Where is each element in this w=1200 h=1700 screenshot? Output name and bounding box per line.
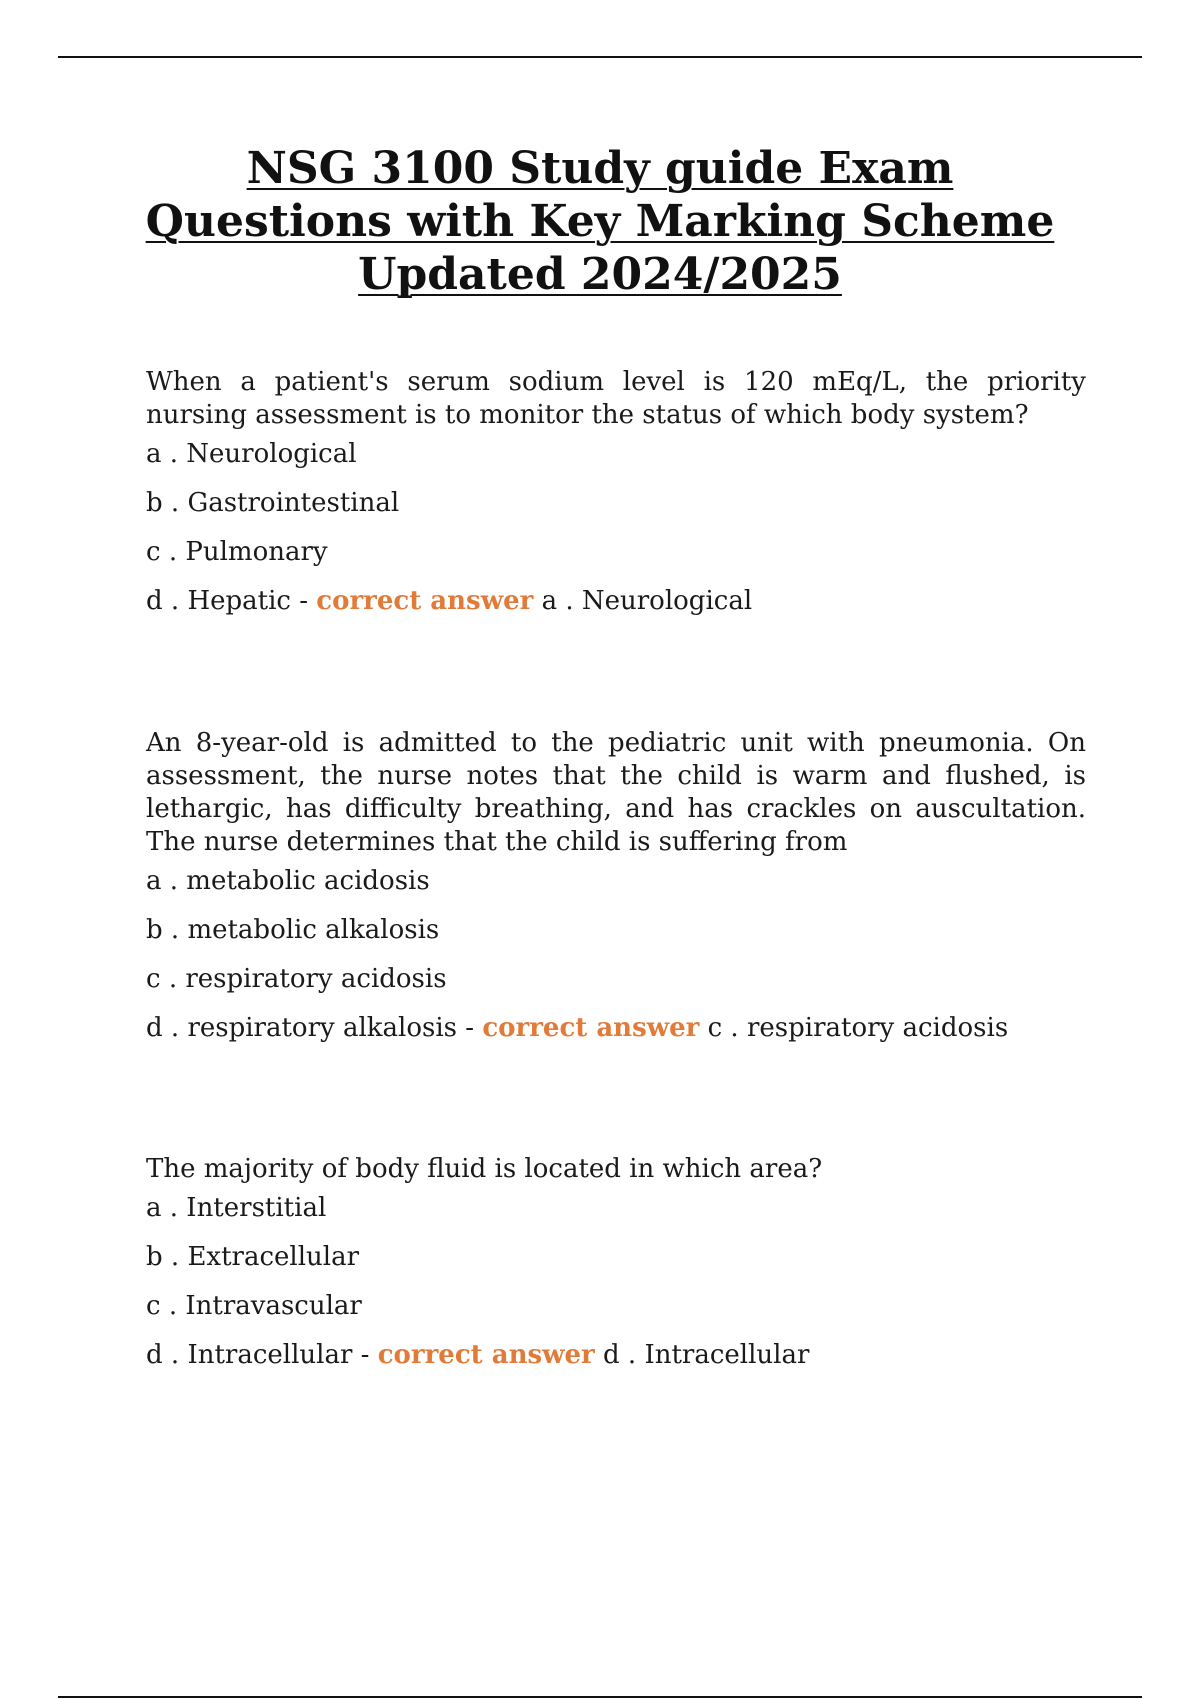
question-3 [146,1153,1086,1388]
option-d-with-answer [146,585,1086,634]
option-c: c . Pulmonary [146,537,328,567]
option-b: b . metabolic alkalosis [146,915,440,945]
title-line: Updated 2024/2025 [358,249,842,300]
option-d-with-answer [146,1339,1086,1388]
answer-text: a . Neurological [541,586,753,616]
title-line: Questions with Key Marking Scheme [145,196,1055,247]
option-a: a . Interstitial [146,1193,327,1223]
answer-text: c . respiratory acidosis [707,1013,1009,1043]
top-divider [58,56,1142,58]
option-a: a . Neurological [146,439,357,469]
option-b: b . Gastrointestinal [146,488,400,518]
correct-answer-label: correct answer [316,586,534,616]
question-stem: An 8-year-old is admitted to the pediatric unit with pneumonia. On assessment, the nurse notes that the child is warm and flushed, is lethargic, has difficulty breathing, and has crackles on auscultation. The nurse determines that the child is suffering from [146,728,1086,857]
option-d: d . Hepatic - [146,586,309,616]
bottom-divider [58,1696,1142,1698]
page-title [100,142,1100,301]
question-stem: When a patient's serum sodium level is 120 mEq/L, the priority nursing assessment is to monitor the status of which body system? [146,367,1086,430]
option-d: d . Intracellular - [146,1340,370,1370]
option-a: a . metabolic acidosis [146,866,430,896]
option-c: c . Intravascular [146,1291,362,1321]
correct-answer-label: correct answer [377,1340,595,1370]
title-line: NSG 3100 Study guide Exam [246,143,954,194]
answer-text: d . Intracellular [603,1340,810,1370]
question-2 [146,727,1086,1061]
question-1 [146,366,1086,634]
option-c: c . respiratory acidosis [146,964,447,994]
option-d-with-answer [146,1012,1086,1061]
option-d: d . respiratory alkalosis - [146,1013,475,1043]
correct-answer-label: correct answer [482,1013,700,1043]
option-b: b . Extracellular [146,1242,360,1272]
question-stem: The majority of body fluid is located in which area? [146,1154,823,1184]
